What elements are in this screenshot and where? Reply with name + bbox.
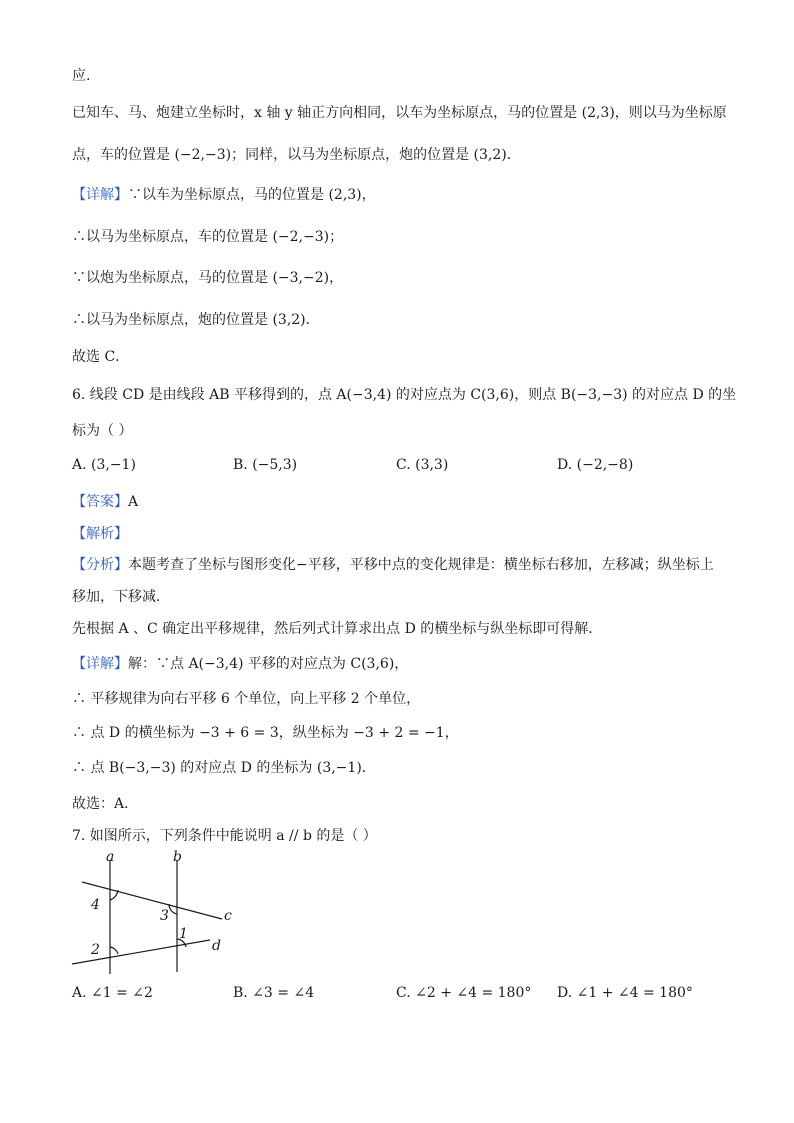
option-d: D. ∠1 + ∠4 = 180° [557,985,693,1001]
label-d: d [212,938,221,954]
text-line: 应. [72,68,91,84]
geometry-figure [60,848,260,978]
question-stem: 标为（ ） [72,423,133,439]
fenxi-text: 本题考查了坐标与图形变化−平移，平移中点的变化规律是：横坐标右移加，左移减；纵坐标上 [128,557,714,573]
analysis-line [72,555,714,575]
option-b: B. ∠3 = ∠4 [233,985,315,1001]
text-line: ∴以马为坐标原点，炮的位置是 (3,2)． [72,312,320,328]
option-a: A. (3,−1) [72,457,136,473]
text-line: ∴ 点 B(−3,−3) 的对应点 D 的坐标为 (3,−1)． [72,760,376,776]
line-c [82,882,222,919]
detail-tag: 【详解】 [72,187,128,203]
detail-tag: 【详解】 [72,656,128,672]
angle-label-3: 3 [160,908,169,924]
option-a: A. ∠1 = ∠2 [72,985,153,1001]
question-stem: 6. 线段 CD 是由线段 AB 平移得到的，点 A(−3,4) 的对应点为 C(3,6)，则点 B(−3,−3) 的对应点 D 的坐 [72,387,737,403]
detail-line [72,185,376,205]
angle-label-4: 4 [91,897,100,913]
label-a: a [106,849,115,865]
text-line: 故选 C． [72,349,130,365]
text-line: 故选：A． [72,796,139,812]
detail-line [72,654,408,674]
option-c: C. ∠2 + ∠4 = 180° [396,985,532,1001]
detail-text: 解：∵点 A(−3,4) 平移的对应点为 C(3,6)， [128,656,409,672]
text-line: 点，车的位置是 (−2,−3)；同样，以马为坐标原点，炮的位置是 (3,2)． [72,147,521,163]
text-line: ∴ 平移规律为向右平移 6 个单位，向上平移 2 个单位， [72,691,421,707]
text-line: ∵以炮为坐标原点，马的位置是 (−3,−2)， [72,270,344,286]
angle-label-2: 2 [91,942,100,958]
answer-tag: 【答案】 [72,494,128,510]
label-c: c [224,908,232,924]
text-line: 移加，下移减． [72,589,170,605]
option-d: D. (−2,−8) [557,457,634,473]
label-b: b [173,849,182,865]
text-line: 已知车、马、炮建立坐标时，x 轴 y 轴正方向相同，以车为坐标原点，马的位置是 (2,3)，则以马为坐标原 [72,105,727,121]
answer-line [72,492,138,512]
option-b: B. (−5,3) [233,457,298,473]
text-line: ∴以马为坐标原点，车的位置是 (−2,−3)； [72,229,344,245]
fenxi-tag: 【分析】 [72,557,128,573]
question-stem: 7. 如图所示，下列条件中能说明 a // b 的是（ ） [72,828,377,844]
answer-value: A [128,494,139,510]
option-c: C. (3,3) [396,457,449,473]
text-line: ∴ 点 D 的横坐标为 −3 + 6 = 3，纵坐标为 −3 + 2 = −1， [72,725,459,741]
angle-label-1: 1 [179,926,188,942]
analysis-tag: 【解析】 [72,526,128,542]
text-line: 先根据 A 、C 确定出平移规律，然后列式计算求出点 D 的横坐标与纵坐标即可得解． [72,621,603,637]
detail-text: ∵以车为坐标原点，马的位置是 (2,3)， [128,187,376,203]
angle-2-arc [110,947,118,954]
